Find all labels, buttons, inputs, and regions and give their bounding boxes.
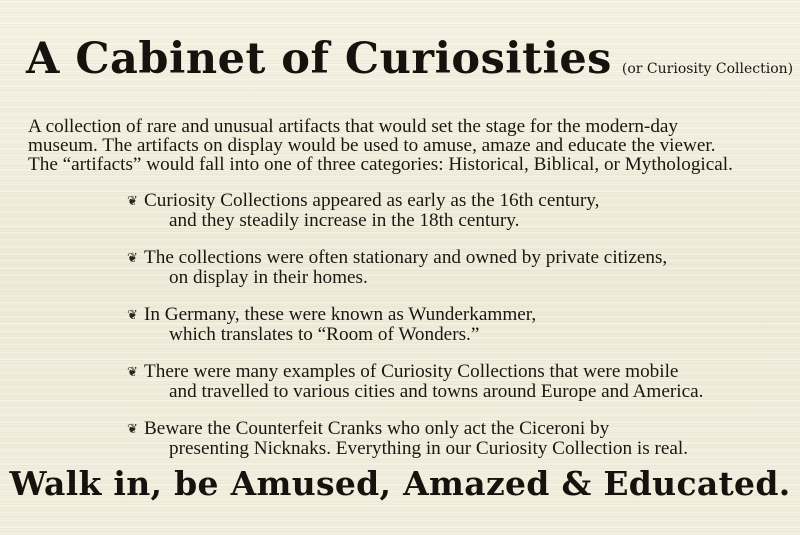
intro-paragraph — [28, 117, 776, 174]
list-item-text: Beware the Counterfeit Cranks who only act the Ciceroni by — [144, 418, 610, 439]
fleuron-icon: ❦ — [127, 308, 138, 323]
list-item-continuation: on display in their homes. — [169, 267, 368, 288]
intro-line: A collection of rare and unusual artifacts that would set the stage for the modern-day — [28, 116, 679, 137]
intro-line: museum. The artifacts on display would be used to amuse, amaze and educate the viewer. — [28, 135, 716, 156]
list-item-continuation: and they steadily increase in the 18th century. — [169, 210, 520, 231]
list-item-line — [127, 362, 767, 382]
fleuron-icon: ❦ — [127, 194, 138, 209]
fleuron-icon: ❦ — [127, 422, 138, 437]
list-item-line — [127, 191, 767, 211]
list-item — [127, 248, 767, 305]
fact-list — [127, 191, 767, 476]
list-item-text: Curiosity Collections appeared as early as the 16th century, — [144, 190, 600, 211]
page-subtitle: (or Curiosity Collection) — [621, 61, 794, 77]
heading — [26, 34, 793, 84]
list-item-continuation: presenting Nicknaks. Everything in our Curiosity Collection is real. — [169, 438, 689, 459]
list-item-continuation: which translates to “Room of Wonders.” — [169, 324, 480, 345]
list-item-text: The collections were often stationary and owned by private citizens, — [144, 247, 668, 268]
footer-tagline: Walk in, be Amused, Amazed & Educated. — [9, 464, 791, 503]
list-item-text: In Germany, these were known as Wunderkammer, — [144, 304, 537, 325]
list-item-text: There were many examples of Curiosity Collections that were mobile — [144, 361, 679, 382]
list-item-line — [127, 248, 767, 268]
list-item — [127, 191, 767, 248]
intro-line: The “artifacts” would fall into one of three categories: Historical, Biblical, or Mythological. — [28, 154, 733, 175]
list-item — [127, 362, 767, 419]
page-title: A Cabinet of Curiosities — [26, 34, 612, 84]
list-item-line — [127, 419, 767, 439]
fleuron-icon: ❦ — [127, 365, 138, 380]
list-item — [127, 305, 767, 362]
list-item-continuation: and travelled to various cities and towns around Europe and America. — [169, 381, 704, 402]
fleuron-icon: ❦ — [127, 251, 138, 266]
list-item-line — [127, 305, 767, 325]
